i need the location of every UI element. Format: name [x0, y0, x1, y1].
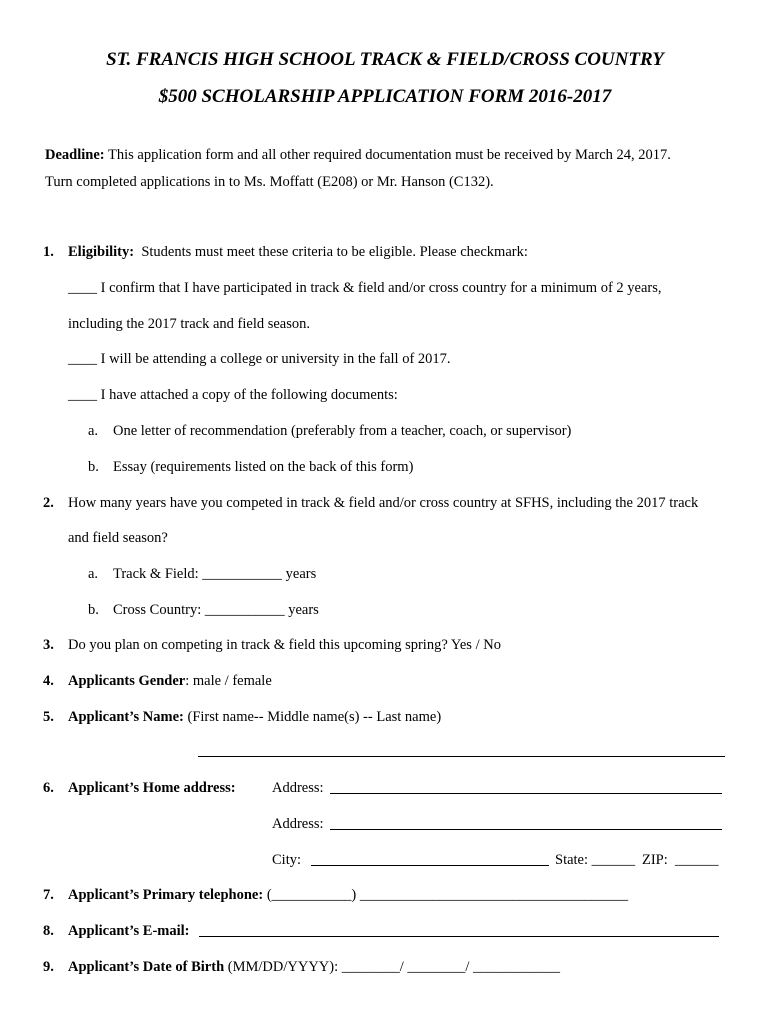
q2-cross-country-years[interactable]: Cross Country: ___________ years: [113, 602, 319, 618]
form-title-line-1: ST. FRANCIS HIGH SCHOOL TRACK & FIELD/CROSS COUNTRY: [106, 49, 664, 70]
q6-label: Applicant’s Home address:: [68, 780, 236, 796]
q1-check-participation[interactable]: ____ I confirm that I have participated in track & field and/or cross country for a minimum of 2 years,: [68, 280, 662, 296]
deadline-label: Deadline:: [45, 147, 105, 163]
q1-eligibility: [68, 243, 528, 261]
q6-address-label-2: Address:: [272, 816, 324, 832]
q7-blank[interactable]: (___________) _____________________________________: [266, 887, 629, 903]
q1-text: Students must meet these criteria to be eligible. Please checkmark:: [141, 244, 528, 260]
q7-number: 7.: [43, 887, 54, 903]
q6-state[interactable]: [555, 851, 635, 869]
q1-label: Eligibility:: [68, 244, 135, 260]
deadline-text: This application form and all other required documentation must be received by March 24, 2017.: [107, 147, 671, 163]
q6-state-blank[interactable]: ______: [591, 852, 636, 868]
q2-number: 2.: [43, 495, 54, 511]
q6-address-line-1[interactable]: [330, 793, 722, 794]
q1-check-documents[interactable]: ____ I have attached a copy of the following documents:: [68, 387, 398, 403]
q9-label: Applicant’s Date of Birth: [68, 959, 225, 975]
q1-check-participation-cont: including the 2017 track and field season.: [68, 316, 311, 332]
q6-state-label: State:: [555, 852, 589, 868]
q5-label: Applicant’s Name:: [68, 709, 184, 725]
q3-text[interactable]: Do you plan on competing in track & field this upcoming spring? Yes / No: [68, 637, 501, 653]
q6-address-label-1: Address:: [272, 780, 324, 796]
q1-item-a-marker: a.: [88, 423, 99, 439]
q9-date-of-birth[interactable]: [68, 958, 560, 976]
q8-label: Applicant’s E-mail:: [68, 923, 190, 939]
q1-item-b-marker: b.: [88, 459, 99, 475]
q5-text: (First name-- Middle name(s) -- Last name): [187, 709, 442, 725]
q9-blank[interactable]: (MM/DD/YYYY): ________/ ________/ ____________: [227, 959, 561, 975]
q4-options[interactable]: : male / female: [185, 673, 272, 689]
q8-email-line[interactable]: [199, 936, 719, 937]
q2-text: How many years have you competed in track & field and/or cross country at SFHS, including the 2017 track: [68, 495, 699, 511]
q1-item-b-text: Essay (requirements listed on the back of this form): [113, 459, 414, 475]
q6-zip[interactable]: [642, 851, 719, 869]
q8-number: 8.: [43, 923, 54, 939]
q6-city-line[interactable]: [311, 865, 549, 866]
q3-number: 3.: [43, 637, 54, 653]
q1-check-college[interactable]: ____ I will be attending a college or university in the fall of 2017.: [68, 351, 451, 367]
q2-item-b-marker: b.: [88, 602, 99, 618]
q2-text-cont: and field season?: [68, 530, 168, 546]
q5-name-line[interactable]: [198, 756, 725, 757]
q5-number: 5.: [43, 709, 54, 725]
q2-item-a-marker: a.: [88, 566, 99, 582]
form-title-line-2: $500 SCHOLARSHIP APPLICATION FORM 2016-2017: [158, 86, 612, 107]
q4-label: Applicants Gender: [68, 673, 186, 689]
q6-number: 6.: [43, 780, 54, 796]
q7-telephone[interactable]: [68, 886, 628, 904]
q4-number: 4.: [43, 673, 54, 689]
q6-address-line-2[interactable]: [330, 829, 722, 830]
deadline-paragraph: [45, 146, 671, 164]
q6-city-label: City:: [272, 852, 302, 868]
q7-label: Applicant’s Primary telephone:: [68, 887, 264, 903]
deadline-submission-text: Turn completed applications in to Ms. Moffatt (E208) or Mr. Hanson (C132).: [45, 174, 494, 190]
q6-zip-label: ZIP:: [642, 852, 668, 868]
q2-track-field-years[interactable]: Track & Field: ___________ years: [113, 566, 317, 582]
q6-zip-blank[interactable]: ______: [675, 852, 719, 868]
q5-name: [68, 708, 441, 726]
q4-gender[interactable]: [68, 672, 272, 690]
q1-number: 1.: [43, 244, 54, 260]
q1-item-a-text: One letter of recommendation (preferably from a teacher, coach, or supervisor): [113, 423, 572, 439]
q9-number: 9.: [43, 959, 54, 975]
